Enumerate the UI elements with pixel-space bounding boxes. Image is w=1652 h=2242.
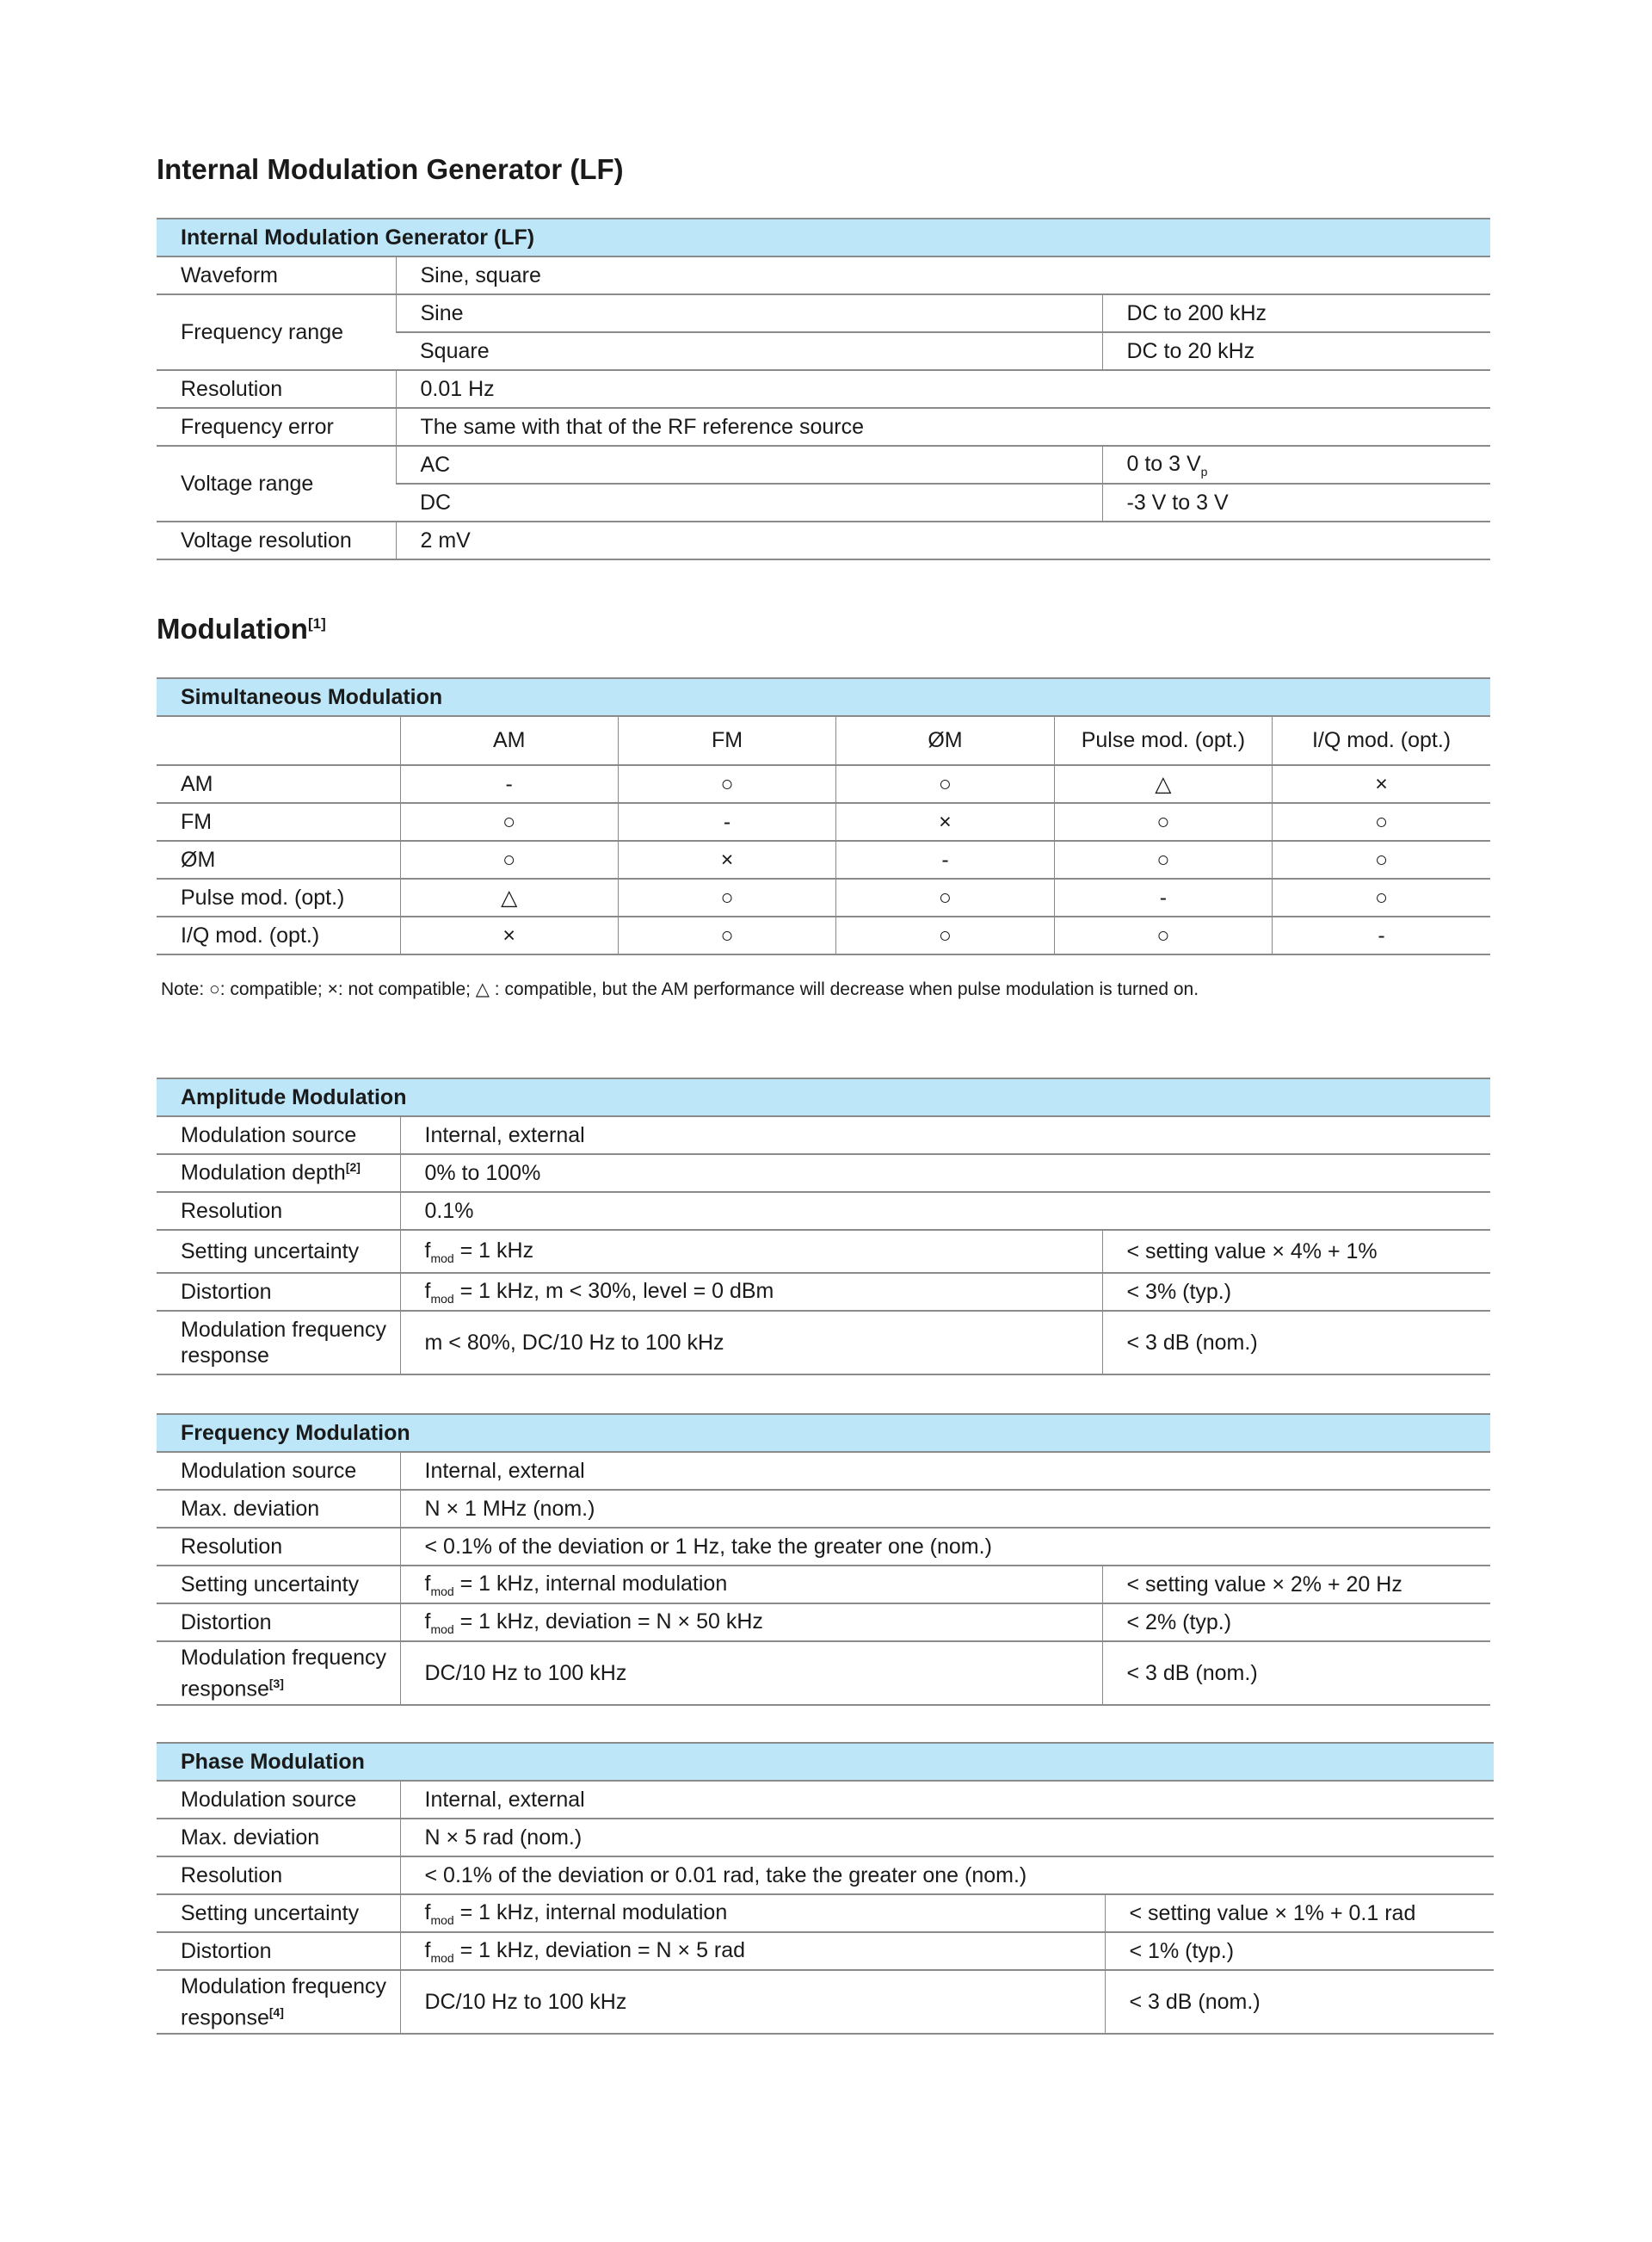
row-label: Modulation source xyxy=(157,1116,400,1154)
column-header: FM xyxy=(618,716,835,765)
row-sub-label: DC xyxy=(396,484,1102,522)
row-label: Modulation source xyxy=(157,1452,400,1490)
subscript: mod xyxy=(430,1912,454,1927)
label-text: Modulation depth xyxy=(181,1160,346,1185)
row-label: Setting uncertainty xyxy=(157,1566,400,1603)
row-value: 0.01 Hz xyxy=(396,370,1490,408)
subscript: mod xyxy=(430,1291,454,1306)
table-header: Internal Modulation Generator (LF) xyxy=(157,219,1490,256)
row-condition xyxy=(400,1230,1102,1273)
row-label: Distortion xyxy=(157,1603,400,1641)
row-label xyxy=(157,1641,400,1705)
compatibility-cell: ○ xyxy=(400,841,618,879)
table-header: Frequency Modulation xyxy=(157,1414,1490,1452)
row-condition xyxy=(400,1894,1105,1932)
compatibility-cell: - xyxy=(1273,917,1490,954)
subscript: mod xyxy=(430,1621,454,1636)
row-label: Resolution xyxy=(157,1192,400,1230)
row-condition: m < 80%, DC/10 Hz to 100 kHz xyxy=(400,1311,1102,1374)
table-header: Phase Modulation xyxy=(157,1743,1494,1781)
row-condition: DC/10 Hz to 100 kHz xyxy=(400,1641,1102,1705)
row-value: < setting value × 4% + 1% xyxy=(1102,1230,1490,1273)
row-label: ØM xyxy=(157,841,400,879)
row-label: Resolution xyxy=(157,1856,400,1894)
row-value: DC to 200 kHz xyxy=(1102,294,1490,332)
row-sub-label: Square xyxy=(396,332,1102,370)
row-value: Internal, external xyxy=(400,1116,1490,1154)
row-condition xyxy=(400,1273,1102,1311)
row-value: 2 mV xyxy=(396,522,1490,559)
f-symbol: f xyxy=(424,1238,431,1263)
row-condition xyxy=(400,1566,1102,1603)
pm-table xyxy=(157,1742,1494,2035)
compatibility-cell: △ xyxy=(400,879,618,917)
f-symbol: f xyxy=(424,1571,431,1596)
compatibility-note: Note: ○: compatible; ×: not compatible; △ : compatible, but the AM performance will decrease when pulse modulation is turned on. xyxy=(161,979,1199,999)
table-header: Amplitude Modulation xyxy=(157,1078,1490,1116)
row-label: Modulation source xyxy=(157,1781,400,1819)
condition-text: = 1 kHz, deviation = N × 5 rad xyxy=(453,1937,746,1962)
f-symbol: f xyxy=(424,1937,431,1962)
corner-cell xyxy=(157,716,400,765)
compatibility-cell: ○ xyxy=(836,879,1054,917)
lf-table xyxy=(157,218,1490,560)
compatibility-cell: ○ xyxy=(1273,841,1490,879)
row-value: < setting value × 1% + 0.1 rad xyxy=(1105,1894,1494,1932)
compatibility-cell: ○ xyxy=(618,917,835,954)
row-label: Max. deviation xyxy=(157,1490,400,1528)
footnote-ref: [1] xyxy=(307,615,326,632)
row-value: < 2% (typ.) xyxy=(1102,1603,1490,1641)
condition-text: = 1 kHz, m < 30%, level = 0 dBm xyxy=(453,1278,774,1303)
label-line: Modulation frequency xyxy=(181,1645,387,1670)
row-value: < setting value × 2% + 20 Hz xyxy=(1102,1566,1490,1603)
footnote-ref: [4] xyxy=(268,2004,284,2019)
compatibility-cell: - xyxy=(1054,879,1272,917)
fm-table xyxy=(157,1413,1490,1706)
row-label: Resolution xyxy=(157,370,396,408)
row-label: AM xyxy=(157,765,400,803)
table-row xyxy=(157,841,1490,879)
subscript: mod xyxy=(430,1251,454,1265)
compatibility-cell: ○ xyxy=(1273,879,1490,917)
row-value: Internal, external xyxy=(400,1781,1494,1819)
row-label: Voltage range xyxy=(157,446,396,522)
compatibility-cell: × xyxy=(400,917,618,954)
table-row xyxy=(157,803,1490,841)
compatibility-cell: - xyxy=(836,841,1054,879)
compatibility-cell: ○ xyxy=(400,803,618,841)
row-label xyxy=(157,1154,400,1192)
footnote-ref: [3] xyxy=(268,1676,284,1690)
subscript: p xyxy=(1200,464,1208,479)
row-label: Max. deviation xyxy=(157,1819,400,1856)
row-label: Distortion xyxy=(157,1932,400,1970)
compatibility-cell: ○ xyxy=(618,879,835,917)
title-text: Modulation xyxy=(157,613,308,645)
compatibility-cell: ○ xyxy=(1054,917,1272,954)
row-value: Internal, external xyxy=(400,1452,1490,1490)
condition-text: = 1 kHz, internal modulation xyxy=(453,1571,728,1596)
row-label: Setting uncertainty xyxy=(157,1230,400,1273)
row-value: Sine, square xyxy=(396,256,1490,294)
condition-text: = 1 kHz xyxy=(453,1238,534,1263)
row-condition xyxy=(400,1932,1105,1970)
compatibility-cell: ○ xyxy=(1054,841,1272,879)
compatibility-cell: ○ xyxy=(1273,803,1490,841)
row-label: Setting uncertainty xyxy=(157,1894,400,1932)
row-value: 0.1% xyxy=(400,1192,1490,1230)
row-value: N × 5 rad (nom.) xyxy=(400,1819,1494,1856)
compatibility-cell: × xyxy=(1273,765,1490,803)
row-condition: DC/10 Hz to 100 kHz xyxy=(400,1970,1105,2034)
am-table xyxy=(157,1078,1490,1375)
row-label xyxy=(157,1311,400,1374)
row-value: 0% to 100% xyxy=(400,1154,1490,1192)
label-line: response xyxy=(181,2005,269,2030)
subscript: mod xyxy=(430,1950,454,1965)
row-label: Pulse mod. (opt.) xyxy=(157,879,400,917)
row-value: N × 1 MHz (nom.) xyxy=(400,1490,1490,1528)
row-value: The same with that of the RF reference source xyxy=(396,408,1490,446)
column-header: ØM xyxy=(836,716,1054,765)
row-value: < 3% (typ.) xyxy=(1102,1273,1490,1311)
row-value: -3 V to 3 V xyxy=(1102,484,1490,522)
table-row xyxy=(157,765,1490,803)
f-symbol: f xyxy=(424,1278,431,1303)
row-value: < 3 dB (nom.) xyxy=(1102,1311,1490,1374)
section-title-lf: Internal Modulation Generator (LF) xyxy=(157,153,624,185)
value-text: 0 to 3 V xyxy=(1126,451,1201,476)
row-label: Frequency range xyxy=(157,294,396,370)
row-label: Waveform xyxy=(157,256,396,294)
column-header: Pulse mod. (opt.) xyxy=(1054,716,1272,765)
row-label: Distortion xyxy=(157,1273,400,1311)
label-line: response xyxy=(181,1343,269,1368)
label-line: Modulation frequency xyxy=(181,1973,387,1998)
compatibility-cell: - xyxy=(618,803,835,841)
row-condition xyxy=(400,1603,1102,1641)
column-header: AM xyxy=(400,716,618,765)
section-title-modulation xyxy=(157,613,326,645)
condition-text: = 1 kHz, deviation = N × 50 kHz xyxy=(453,1609,763,1634)
row-sub-label: Sine xyxy=(396,294,1102,332)
table-row xyxy=(157,879,1490,917)
condition-text: = 1 kHz, internal modulation xyxy=(453,1899,728,1924)
row-value xyxy=(1102,446,1490,484)
compatibility-cell: ○ xyxy=(836,917,1054,954)
subscript: mod xyxy=(430,1584,454,1598)
compatibility-cell: △ xyxy=(1054,765,1272,803)
row-label: Resolution xyxy=(157,1528,400,1566)
column-header: I/Q mod. (opt.) xyxy=(1273,716,1490,765)
row-value: < 1% (typ.) xyxy=(1105,1932,1494,1970)
row-value: < 3 dB (nom.) xyxy=(1105,1970,1494,2034)
row-label: Voltage resolution xyxy=(157,522,396,559)
label-line: response xyxy=(181,1677,269,1702)
row-label: FM xyxy=(157,803,400,841)
simultaneous-modulation-table xyxy=(157,677,1490,955)
table-header: Simultaneous Modulation xyxy=(157,678,1490,716)
row-value: < 0.1% of the deviation or 1 Hz, take the greater one (nom.) xyxy=(400,1528,1490,1566)
table-row xyxy=(157,917,1490,954)
compatibility-cell: ○ xyxy=(618,765,835,803)
f-symbol: f xyxy=(424,1899,431,1924)
row-value: DC to 20 kHz xyxy=(1102,332,1490,370)
row-value: < 3 dB (nom.) xyxy=(1102,1641,1490,1705)
compatibility-cell: - xyxy=(400,765,618,803)
row-label xyxy=(157,1970,400,2034)
compatibility-cell: ○ xyxy=(836,765,1054,803)
row-label: Frequency error xyxy=(157,408,396,446)
compatibility-cell: × xyxy=(618,841,835,879)
compatibility-cell: ○ xyxy=(1054,803,1272,841)
row-sub-label: AC xyxy=(396,446,1102,484)
compatibility-cell: × xyxy=(836,803,1054,841)
f-symbol: f xyxy=(424,1609,431,1634)
footnote-ref: [2] xyxy=(345,1160,361,1175)
label-line: Modulation frequency xyxy=(181,1318,387,1342)
row-value: < 0.1% of the deviation or 0.01 rad, take the greater one (nom.) xyxy=(400,1856,1494,1894)
row-label: I/Q mod. (opt.) xyxy=(157,917,400,954)
